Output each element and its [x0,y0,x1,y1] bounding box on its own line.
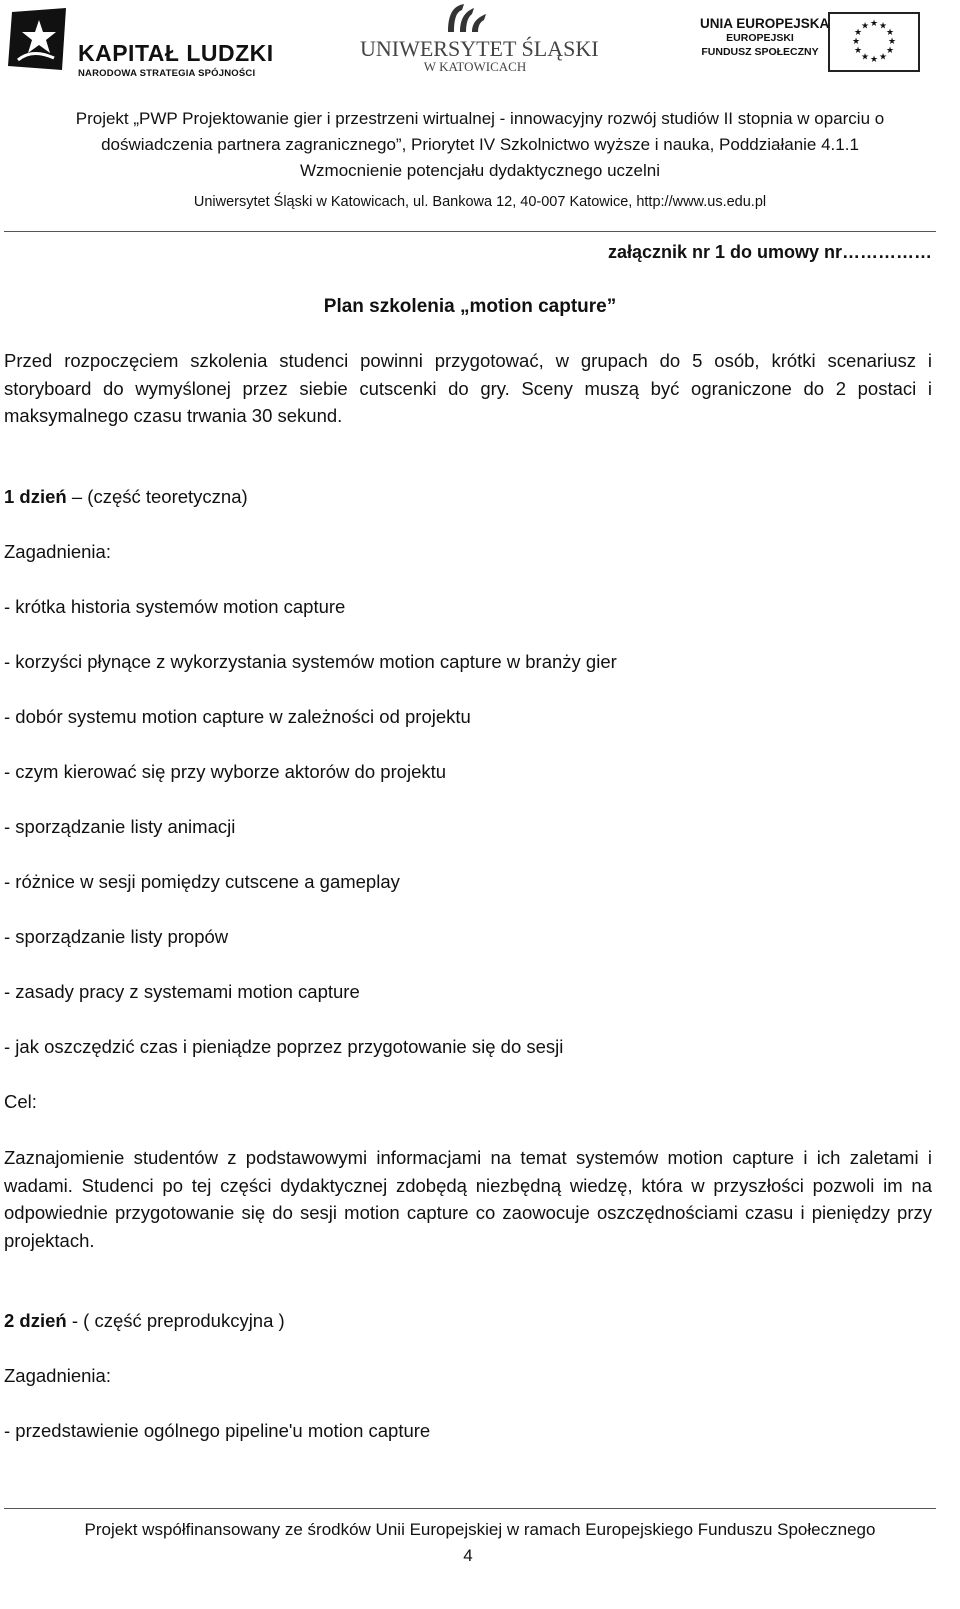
day2-title: 2 dzień [4,1310,67,1331]
list-item: - sporządzanie listy animacji [4,816,236,837]
svg-text:★: ★ [885,28,895,38]
project-line-1: Projekt „PWP Projektowanie gier i przestrzeni wirtualnej - innowacyjny rozwój studiów II stopnia w oparciu o [75,109,885,128]
kapital-ludzki-emblem-icon [8,8,70,72]
list-item: - korzyści płynące z wykorzystania systemów motion capture w branży gier [4,651,617,672]
day2-subtitle: - ( część preprodukcyjna ) [66,1310,285,1331]
eu-title: UNIA EUROPEJSKA [700,16,830,31]
kapital-ludzki-logo [8,8,274,79]
list-item: - czym kierować się przy wyborze aktorów do projektu [4,761,447,782]
eu-stars-icon [830,14,918,70]
university-emblem-icon [442,2,490,36]
svg-text:★: ★ [885,46,895,56]
svg-text:★: ★ [878,52,888,63]
university-city: W KATOWICACH [423,59,527,74]
day1-subtitle: – (część teoretyczna) [66,486,248,507]
header-divider [4,231,936,232]
list-item: - sporządzanie listy propów [4,926,229,947]
document-title: Plan szkolenia „motion capture” [323,296,617,317]
eu-fund-logo [700,12,940,78]
annex-label: załącznik nr 1 do umowy nr…………… [607,242,932,262]
eu-fund-text [700,16,830,59]
eu-flag-icon [828,12,920,72]
day1-goal-label: Cel: [4,1091,37,1112]
uniwersytet-slaski-logo [360,2,599,77]
list-item: - różnice w sesji pomiędzy cutscene a gameplay [4,871,400,892]
project-description [0,106,960,184]
svg-text:★: ★ [853,46,863,56]
page-number: 4 [463,1546,473,1565]
logo-header [0,0,960,100]
svg-text:★: ★ [887,37,897,47]
list-item: - dobór systemu motion capture w zależności od projektu [4,706,471,727]
svg-text:★: ★ [869,55,879,65]
list-item: - przedstawienie ogólnego pipeline'u motion capture [4,1420,431,1441]
project-line-2: doświadczenia partnera zagranicznego”, Priorytet IV Szkolnictwo wyższe i nauka, Poddziałanie 4.1.1 [101,135,859,154]
intro-paragraph: Przed rozpoczęciem szkolenia studenci powinni przygotować, w grupach do 5 osób, krótki scenariusz i storyboard do wymyślonej przez siebie cutscenki do gry. Sceny muszą być ograniczone do 2 postaci i maksymalnego czasu trwania 30 sekund. [4,350,932,426]
day1-title: 1 dzień [4,486,67,507]
svg-text:★: ★ [869,19,879,29]
footer-text: Projekt współfinansowany ze środków Unii Europejskiej w ramach Europejskiego Funduszu Społecznego [84,1520,876,1539]
kapital-ludzki-title: KAPITAŁ LUDZKI [78,40,274,66]
day1-heading [4,486,248,508]
kapital-ludzki-subtitle: NARODOWA STRATEGIA SPÓJNOŚCI [78,68,256,79]
list-item: - zasady pracy z systemami motion capture [4,981,360,1002]
list-item: - jak oszczędzić czas i pieniądze poprzez przygotowanie się do sesji [4,1036,564,1057]
svg-text:★: ★ [853,28,863,38]
svg-text:★: ★ [878,21,888,32]
university-address: Uniwersytet Śląski w Katowicach, ul. Bankowa 12, 40-007 Katowice, http://www.us.edu.pl [193,194,767,210]
day1-topics-label: Zagadnienia: [4,541,111,562]
project-line-3: Wzmocnienie potencjału dydaktycznego uczelni [299,161,661,180]
eu-line-1: EUROPEJSKI [726,32,794,44]
eu-line-2: FUNDUSZ SPOŁECZNY [701,46,819,58]
university-name: UNIWERSYTET ŚLĄSKI [360,36,599,61]
svg-text:★: ★ [851,37,861,47]
day1-goal-paragraph: Zaznajomienie studentów z podstawowymi informacjami na temat systemów motion capture i ich zaletami i wadami. Studenci po tej części dydaktycznej zdobędą niezbędną wiedzę, która w przyszłości pozwoli im na odpowiednie przygotowanie się do sesji motion capture co zaowocuje oszczędnościami czasu i pieniędzy przy projektach. [4,1147,932,1251]
footer-divider [4,1508,936,1509]
day2-topics-label: Zagadnienia: [4,1365,111,1386]
svg-text:★: ★ [860,52,870,63]
day2-heading [4,1310,285,1332]
list-item: - krótka historia systemów motion capture [4,596,346,617]
svg-text:★: ★ [860,21,870,32]
